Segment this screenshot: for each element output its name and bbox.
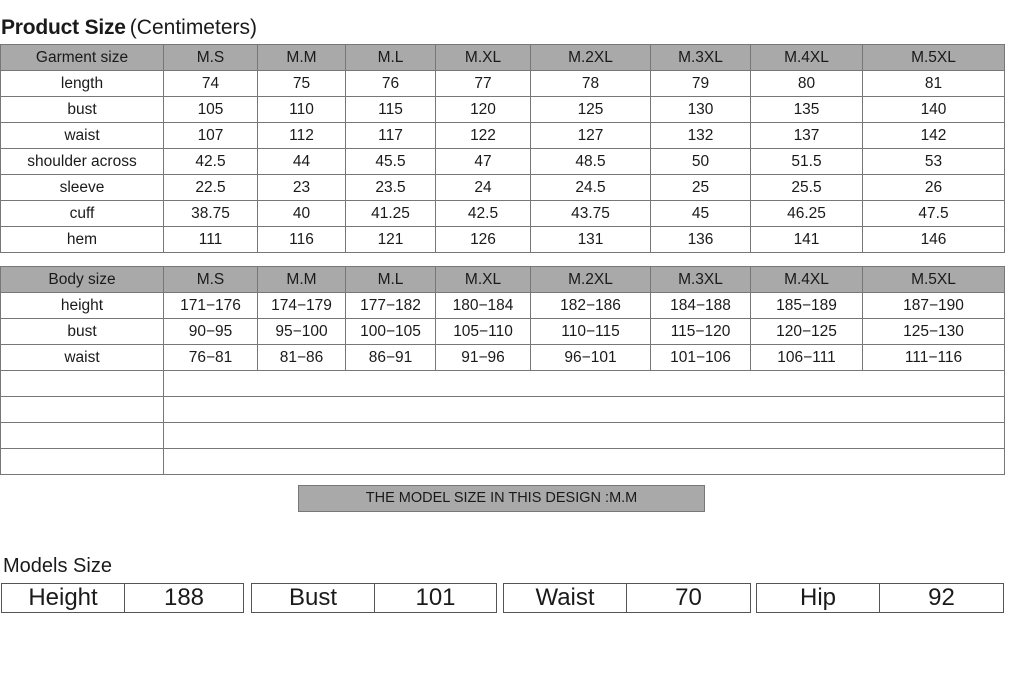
size-value-cell: 26 [863, 175, 1005, 201]
size-value-cell: 95−100 [258, 319, 346, 345]
size-value-cell: 135 [751, 97, 863, 123]
size-value-cell: M.M [258, 267, 346, 293]
size-value-cell: 42.5 [436, 201, 531, 227]
size-value-cell: 46.25 [751, 201, 863, 227]
table-row [1, 319, 1005, 345]
size-value-cell: 106−111 [751, 345, 863, 371]
model-height-value: 188 [163, 584, 205, 611]
size-value-cell: 47.5 [863, 201, 1005, 227]
size-value-cell: 182−186 [531, 293, 651, 319]
size-value-cell: 75 [258, 71, 346, 97]
size-value-cell: 100−105 [346, 319, 436, 345]
table-row [1, 227, 1005, 253]
header-row [1, 267, 1005, 293]
row-label-cell: sleeve [1, 175, 164, 201]
size-value-cell: 146 [863, 227, 1005, 253]
table-row [1, 293, 1005, 319]
size-value-cell: 132 [651, 123, 751, 149]
size-value-cell: 22.5 [164, 175, 258, 201]
size-value-cell: 177−182 [346, 293, 436, 319]
size-value-cell: 105−110 [436, 319, 531, 345]
header-row [1, 45, 1005, 71]
models-size-title: Models Size [3, 555, 112, 577]
size-value-cell: 50 [651, 149, 751, 175]
size-value-cell: 105 [164, 97, 258, 123]
size-value-cell: 125−130 [863, 319, 1005, 345]
size-value-cell: 48.5 [531, 149, 651, 175]
size-value-cell: 110 [258, 97, 346, 123]
size-value-cell: 130 [651, 97, 751, 123]
size-value-cell: M.XL [436, 45, 531, 71]
table-row [1, 97, 1005, 123]
size-value-cell: 137 [751, 123, 863, 149]
model-hip-box [756, 583, 1004, 613]
table-row [1, 201, 1005, 227]
size-value-cell: 127 [531, 123, 651, 149]
size-value-cell: 140 [863, 97, 1005, 123]
garment-table-body [1, 45, 1005, 253]
size-value-cell: 23 [258, 175, 346, 201]
size-value-cell: 91−96 [436, 345, 531, 371]
row-label-cell: shoulder across [1, 149, 164, 175]
size-value-cell: 45 [651, 201, 751, 227]
size-value-cell: 86−91 [346, 345, 436, 371]
size-value-cell: M.XL [436, 267, 531, 293]
title-main: Product Size [1, 16, 126, 39]
row-label-cell: waist [1, 345, 164, 371]
size-value-cell: M.4XL [751, 45, 863, 71]
model-height-box [1, 583, 244, 613]
size-value-cell: 43.75 [531, 201, 651, 227]
row-label-cell: height [1, 293, 164, 319]
size-value-cell: 40 [258, 201, 346, 227]
size-value-cell: M.S [164, 267, 258, 293]
size-value-cell: 111 [164, 227, 258, 253]
empty-value-cell [164, 449, 1005, 475]
size-value-cell: 24 [436, 175, 531, 201]
size-value-cell: M.L [346, 267, 436, 293]
size-value-cell: 120 [436, 97, 531, 123]
size-value-cell: M.5XL [863, 45, 1005, 71]
size-value-cell: 38.75 [164, 201, 258, 227]
model-hip-value: 92 [928, 584, 955, 611]
size-value-cell: M.L [346, 45, 436, 71]
size-value-cell: 76 [346, 71, 436, 97]
garment-size-table [0, 44, 1005, 253]
table-row [1, 345, 1005, 371]
size-value-cell: 141 [751, 227, 863, 253]
size-value-cell: 116 [258, 227, 346, 253]
size-value-cell: 117 [346, 123, 436, 149]
table-row [1, 175, 1005, 201]
size-value-cell: 180−184 [436, 293, 531, 319]
table-row [1, 149, 1005, 175]
empty-label-cell [1, 397, 164, 423]
size-value-cell: 47 [436, 149, 531, 175]
product-size-title [1, 14, 257, 42]
size-value-cell: 53 [863, 149, 1005, 175]
size-value-cell: 174−179 [258, 293, 346, 319]
size-value-cell: 122 [436, 123, 531, 149]
size-value-cell: 90−95 [164, 319, 258, 345]
empty-label-cell [1, 371, 164, 397]
size-value-cell: 24.5 [531, 175, 651, 201]
size-value-cell: 74 [164, 71, 258, 97]
empty-value-cell [164, 423, 1005, 449]
model-size-banner: THE MODEL SIZE IN THIS DESIGN :M.M [298, 485, 705, 512]
model-waist-value: 70 [675, 584, 702, 611]
size-value-cell: 131 [531, 227, 651, 253]
size-value-cell: 107 [164, 123, 258, 149]
size-value-cell: 185−189 [751, 293, 863, 319]
row-label-cell: Body size [1, 267, 164, 293]
table-row [1, 71, 1005, 97]
model-waist-label: Waist [504, 584, 627, 612]
row-label-cell: length [1, 71, 164, 97]
empty-row [1, 397, 1005, 423]
size-value-cell: 78 [531, 71, 651, 97]
row-label-cell: bust [1, 97, 164, 123]
size-value-cell: M.2XL [531, 45, 651, 71]
size-value-cell: 112 [258, 123, 346, 149]
model-bust-label: Bust [252, 584, 375, 612]
size-value-cell: 187−190 [863, 293, 1005, 319]
row-label-cell: waist [1, 123, 164, 149]
empty-row [1, 371, 1005, 397]
size-value-cell: 81 [863, 71, 1005, 97]
size-value-cell: 111−116 [863, 345, 1005, 371]
size-value-cell: 81−86 [258, 345, 346, 371]
size-value-cell: M.S [164, 45, 258, 71]
size-value-cell: M.M [258, 45, 346, 71]
size-value-cell: 115 [346, 97, 436, 123]
model-hip-label: Hip [757, 584, 880, 612]
size-value-cell: 115−120 [651, 319, 751, 345]
size-value-cell: 44 [258, 149, 346, 175]
row-label-cell: Garment size [1, 45, 164, 71]
row-label-cell: cuff [1, 201, 164, 227]
size-value-cell: 120−125 [751, 319, 863, 345]
row-label-cell: bust [1, 319, 164, 345]
empty-row [1, 449, 1005, 475]
size-value-cell: 125 [531, 97, 651, 123]
size-value-cell: M.2XL [531, 267, 651, 293]
size-value-cell: 25.5 [751, 175, 863, 201]
size-value-cell: M.4XL [751, 267, 863, 293]
size-value-cell: M.5XL [863, 267, 1005, 293]
size-value-cell: 79 [651, 71, 751, 97]
size-value-cell: 96−101 [531, 345, 651, 371]
size-value-cell: 101−106 [651, 345, 751, 371]
model-bust-box [251, 583, 497, 613]
empty-value-cell [164, 397, 1005, 423]
model-waist-box [503, 583, 751, 613]
size-value-cell: 41.25 [346, 201, 436, 227]
size-value-cell: 76−81 [164, 345, 258, 371]
model-bust-value: 101 [415, 584, 456, 611]
size-value-cell: 110−115 [531, 319, 651, 345]
title-unit: (Centimeters) [129, 16, 257, 39]
size-value-cell: 25 [651, 175, 751, 201]
body-table-body [1, 267, 1005, 475]
row-label-cell: hem [1, 227, 164, 253]
size-value-cell: 23.5 [346, 175, 436, 201]
model-height-label: Height [2, 584, 125, 612]
size-value-cell: 45.5 [346, 149, 436, 175]
table-row [1, 123, 1005, 149]
size-value-cell: M.3XL [651, 45, 751, 71]
size-value-cell: 136 [651, 227, 751, 253]
empty-value-cell [164, 371, 1005, 397]
size-value-cell: 126 [436, 227, 531, 253]
size-value-cell: 42.5 [164, 149, 258, 175]
size-value-cell: 51.5 [751, 149, 863, 175]
size-value-cell: 121 [346, 227, 436, 253]
size-value-cell: 171−176 [164, 293, 258, 319]
body-size-table [0, 266, 1005, 475]
empty-label-cell [1, 449, 164, 475]
empty-row [1, 423, 1005, 449]
size-value-cell: 142 [863, 123, 1005, 149]
empty-label-cell [1, 423, 164, 449]
size-value-cell: 184−188 [651, 293, 751, 319]
size-value-cell: 80 [751, 71, 863, 97]
size-value-cell: M.3XL [651, 267, 751, 293]
size-value-cell: 77 [436, 71, 531, 97]
